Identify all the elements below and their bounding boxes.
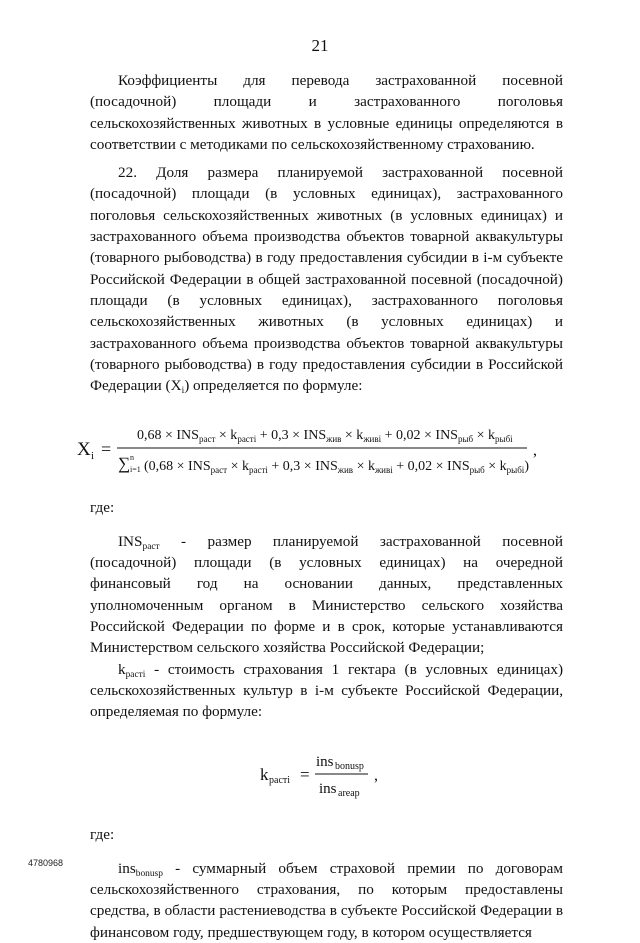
den-s2: жив (337, 465, 354, 476)
paragraph-coefficients: Коэффициенты для перевода застрахованной посевной (посадочной) площади и застрахованного поголовья сельскохозяйственных животных в условные единицы определяются в соответствии с методиками по сельскохозяйственному страхованию. (90, 72, 563, 153)
den-ks2: живi (374, 465, 393, 476)
definition-k-rast (90, 659, 563, 723)
definition-ins-rast (90, 531, 563, 659)
definition-k-rast-sub: растi (125, 669, 146, 680)
num-c3: + 0,02 × INS (381, 428, 458, 444)
formula-xi-numerator (137, 428, 513, 444)
den-ks3: рыбi (506, 465, 525, 476)
formula-xi-denominator (144, 459, 529, 475)
paragraph-22 (90, 162, 563, 396)
definition-ins-bonusp-text: - суммарный объем страховой премии по договорам сельскохозяйственного страхования, по которым предоставлены средства, в области растениеводства в субъекте Российской Федерации в финансовом году, предшествующем году, в котором осуществляется (90, 859, 563, 941)
definition-ins-rast-sub: раст (142, 541, 160, 552)
formula-k-denominator-sub: areap (338, 788, 360, 800)
num-k3: × k (473, 428, 496, 444)
formula-k-rast-svg (260, 744, 400, 802)
definition-k-rast-term: k (118, 660, 126, 678)
num-k2: × k (341, 428, 364, 444)
paragraph-22-end: ) определяется по формуле: (184, 377, 363, 395)
num-c1: 0,68 × INS (137, 428, 199, 444)
den-k1: × k (227, 459, 249, 475)
den-s1: раст (210, 465, 228, 476)
num-ks1: растi (237, 434, 257, 445)
definition-ins-rast-text: - размер планируемой застрахованной посевной (посадочной) площади (в условных единицах) на очередной финансовый год на основании данных, представленных уполномоченным органом в Министерство сельского хозяйства Российской Федерации по форме и в срок, которые устанавливаются Министерством сельского хозяйства Российской Федерации; (90, 532, 563, 657)
formula-k-numerator: ins (316, 754, 334, 771)
formula-xi-sum-top: n (130, 453, 134, 463)
formula-xi-eq: = (101, 439, 112, 460)
definition-ins-bonusp (90, 858, 563, 943)
formula-k-denominator: ins (319, 781, 337, 798)
formula-xi-tail: , (533, 442, 537, 460)
num-s1: раст (198, 434, 216, 445)
where-label-1: где: (90, 499, 115, 517)
definition-ins-bonusp-sub: bonusp (135, 868, 163, 879)
den-s3: рыб (469, 465, 485, 476)
formula-xi-lhs-sub: i (91, 450, 95, 463)
document-body (77, 70, 563, 943)
formula-k-eq: = (300, 765, 310, 785)
num-ks3: рыбi (495, 434, 513, 445)
formula-xi (77, 411, 563, 479)
document-code: 4780968 (28, 858, 64, 868)
definition-ins-rast-term: INS (118, 532, 143, 550)
num-s3: рыб (457, 434, 474, 445)
den-c2: + 0,3 × INS (267, 459, 338, 475)
num-c2: + 0,3 × INS (256, 428, 327, 444)
formula-xi-lhs: X (77, 439, 91, 461)
den-c1: (0,68 × INS (144, 459, 211, 475)
paragraph-22-text: 22. Доля размера планируемой застрахованной посевной (посадочной) площади (в условных единицах), застрахованного поголовья сельскохозяйственных животных (в условных единицах) и застрахованного объема производства объектов товарной аквакультуры (товарного рыбоводства) в году предоставления субсидии в i-м субъекте Российской Федерации в общей застрахованной посевной (посадочной) площади (в условных единицах), застрахованного поголовья сельскохозяйственных животных (в условных единицах) и застрахованного объема производства объектов товарной аквакультуры (товарного рыбоводства) в году предоставления субсидии в Российской Федерации (X (90, 164, 563, 395)
paragraph-22-sub: i (181, 385, 185, 396)
den-c3: + 0,02 × INS (392, 459, 470, 475)
den-k3: × k (484, 459, 507, 475)
formula-k-tail: , (374, 767, 378, 785)
formula-xi-sum-bottom: i=1 (130, 465, 141, 475)
den-k2: × k (353, 459, 375, 475)
where-label-2: где: (90, 826, 115, 844)
den-close: ) (524, 459, 529, 475)
formula-k-rast (90, 744, 563, 802)
formula-k-lhs: k (260, 765, 269, 785)
formula-xi-svg (77, 411, 567, 479)
num-s2: жив (326, 434, 342, 445)
formula-xi-sum-symbol: ∑ (118, 454, 131, 474)
definition-ins-bonusp-term: ins (118, 859, 136, 877)
den-ks1: растi (248, 465, 268, 476)
formula-k-numerator-sub: bonusp (335, 761, 364, 773)
num-ks2: живi (363, 434, 382, 445)
formula-k-lhs-sub: растi (269, 775, 291, 787)
num-k1: × k (215, 428, 238, 444)
definition-k-rast-text: - стоимость страхования 1 гектара (в условных единицах) сельскохозяйственных культур в i-м субъекте Российской Федерации, определяемая по формуле: (90, 660, 563, 721)
page-number: 21 (311, 36, 329, 55)
